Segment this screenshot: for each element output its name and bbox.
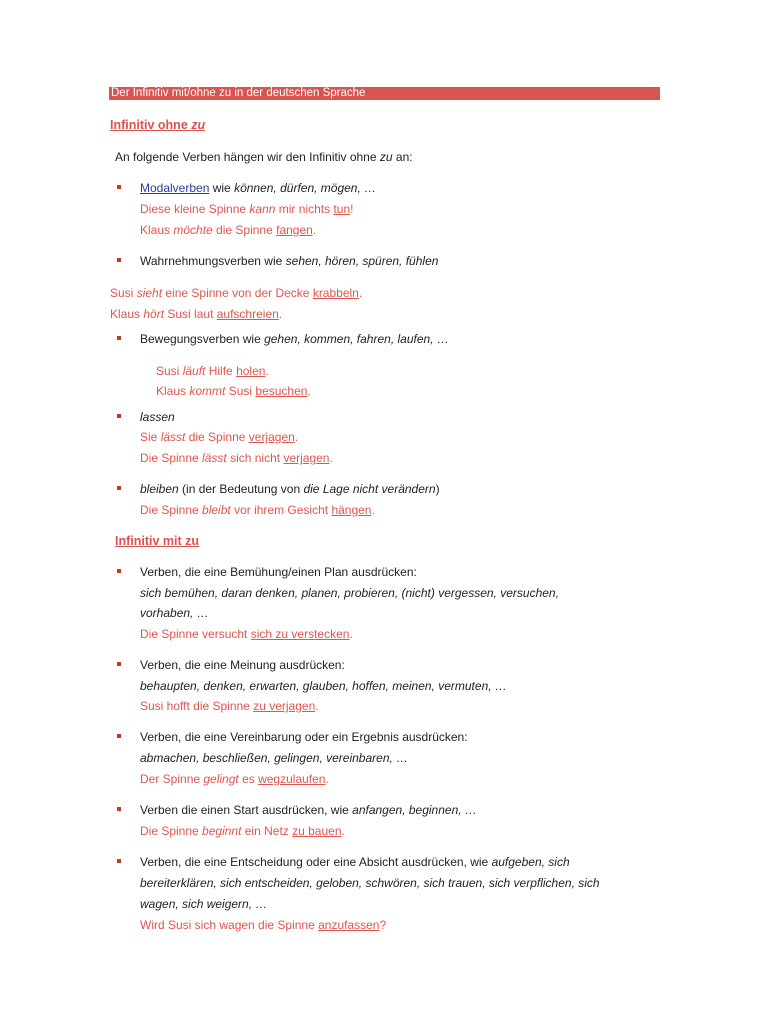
ex-verb: kann bbox=[249, 202, 276, 216]
ex-punct: . bbox=[278, 307, 283, 321]
item-bewegungsverben bbox=[140, 331, 449, 347]
item-examples bbox=[140, 896, 267, 912]
example-sentence bbox=[110, 306, 282, 322]
ex-verb: lässt bbox=[160, 430, 186, 444]
ex-text: eine Spinne von der Decke bbox=[162, 286, 313, 300]
ex-verb: sieht bbox=[136, 286, 163, 300]
item-examples bbox=[140, 585, 559, 601]
ex-list: abmachen, beschließen, gelingen, vereinbaren, … bbox=[140, 751, 409, 765]
ex-text: Die Spinne versucht bbox=[140, 627, 251, 641]
ex-punct: ? bbox=[379, 918, 387, 932]
ex-infinitive: anzufassen bbox=[318, 918, 380, 932]
example-sentence bbox=[156, 363, 269, 379]
ex-punct: . bbox=[265, 364, 269, 378]
ex-infinitive: fangen bbox=[276, 223, 313, 237]
item-text: Bewegungsverben wie bbox=[140, 332, 265, 346]
bullet-icon bbox=[117, 336, 121, 340]
ex-text: Klaus bbox=[156, 384, 190, 398]
ex-verb: möchte bbox=[173, 223, 213, 237]
ex-infinitive: aufschreien bbox=[216, 307, 279, 321]
item-entscheidung bbox=[140, 854, 570, 870]
example-sentence bbox=[140, 429, 298, 445]
ex-text: Susi bbox=[156, 364, 183, 378]
ex-text: Klaus bbox=[140, 223, 174, 237]
item-text: Verben, die eine Entscheidung oder eine Absicht ausdrücken, wie bbox=[140, 855, 492, 869]
heading-text: Infinitiv ohne bbox=[110, 118, 192, 132]
ex-text: Sie bbox=[140, 430, 161, 444]
ex-infinitive: holen bbox=[236, 364, 266, 378]
ex-verb: lässt bbox=[202, 451, 227, 465]
ex-text: Wird Susi sich wagen die Spinne bbox=[140, 918, 319, 932]
ex-verb: beginnt bbox=[202, 824, 242, 838]
item-text: (in der Bedeutung von bbox=[178, 482, 304, 496]
item-examples: sehen, hören, spüren, fühlen bbox=[285, 254, 439, 268]
example-sentence bbox=[140, 626, 353, 642]
item-bleiben bbox=[140, 481, 440, 497]
item-examples: die Lage nicht verändern bbox=[303, 482, 436, 496]
item-meinung: Verben, die eine Meinung ausdrücken: bbox=[140, 658, 345, 672]
example-sentence bbox=[140, 698, 319, 714]
ex-text: Susi bbox=[225, 384, 256, 398]
ex-punct: ! bbox=[350, 202, 354, 216]
ex-text: Susi hofft die Spinne bbox=[140, 699, 254, 713]
bullet-icon bbox=[117, 258, 121, 262]
ex-text: es bbox=[238, 772, 259, 786]
bullet-icon bbox=[117, 807, 121, 811]
bullet-icon bbox=[117, 662, 121, 666]
ex-infinitive: tun bbox=[333, 202, 351, 216]
ex-text: Die Spinne bbox=[140, 503, 203, 517]
ex-verb: hört bbox=[143, 307, 165, 321]
ex-text: ein Netz bbox=[241, 824, 293, 838]
ex-punct: . bbox=[312, 223, 317, 237]
ex-punct: . bbox=[341, 824, 345, 838]
heading-infinitiv-mit-zu: Infinitiv mit zu bbox=[115, 534, 200, 548]
heading-infinitiv-ohne-zu bbox=[110, 118, 205, 132]
ex-text: vor ihrem Gesicht bbox=[230, 503, 332, 517]
ex-list: bereiterklären, sich entscheiden, geloben, schwören, sich trauen, sich verpflichen, sich bbox=[140, 876, 600, 890]
bullet-icon bbox=[117, 185, 121, 189]
document-title: Der Infinitiv mit/ohne zu in der deutschen Sprache bbox=[109, 87, 660, 100]
ex-text: sich nicht bbox=[226, 451, 284, 465]
bullet-icon bbox=[117, 859, 121, 863]
ex-verb: kommt bbox=[189, 384, 226, 398]
intro-text bbox=[115, 149, 413, 165]
item-examples bbox=[140, 678, 507, 694]
example-sentence bbox=[156, 383, 311, 399]
item-plan: Verben, die eine Bemühung/einen Plan ausdrücken: bbox=[140, 565, 417, 579]
item-vereinbarung: Verben, die eine Vereinbarung oder ein Ergebnis ausdrücken: bbox=[140, 730, 468, 744]
example-sentence bbox=[140, 201, 353, 217]
heading-em: zu bbox=[191, 118, 206, 132]
ex-infinitive: hängen bbox=[331, 503, 372, 517]
ex-text: Klaus bbox=[110, 307, 144, 321]
example-sentence bbox=[140, 823, 345, 839]
ex-infinitive: zu bauen bbox=[292, 824, 342, 838]
bullet-icon bbox=[117, 486, 121, 490]
ex-infinitive: verjagen bbox=[283, 451, 330, 465]
item-examples: gehen, kommen, fahren, laufen, … bbox=[264, 332, 449, 346]
ex-text: die Spinne bbox=[185, 430, 249, 444]
example-sentence bbox=[140, 771, 329, 787]
bullet-icon bbox=[117, 569, 121, 573]
ex-text: Hilfe bbox=[205, 364, 237, 378]
ex-text: Die Spinne bbox=[140, 451, 203, 465]
item-text: Verben die einen Start ausdrücken, wie bbox=[140, 803, 353, 817]
ex-text: Diese kleine Spinne bbox=[140, 202, 250, 216]
ex-list: behaupten, denken, erwarten, glauben, hoffen, meinen, vermuten, … bbox=[140, 679, 507, 693]
intro-after: an: bbox=[392, 150, 413, 164]
intro-before: An folgende Verben hängen wir den Infinitiv ohne bbox=[115, 150, 380, 164]
item-text: lassen bbox=[140, 410, 175, 424]
item-examples: anfangen, beginnen, … bbox=[352, 803, 477, 817]
item-text: ) bbox=[435, 482, 440, 496]
ex-text: die Spinne bbox=[212, 223, 277, 237]
ex-infinitive: krabbeln bbox=[312, 286, 359, 300]
example-sentence bbox=[140, 917, 386, 933]
modalverben-link[interactable]: Modalverben bbox=[140, 181, 210, 195]
example-sentence bbox=[140, 502, 375, 518]
ex-punct: . bbox=[371, 503, 375, 517]
ex-list: sich bemühen, daran denken, planen, probieren, (nicht) vergessen, versuchen, bbox=[140, 586, 559, 600]
item-wahrnehmungsverben bbox=[140, 253, 438, 269]
ex-infinitive: besuchen bbox=[255, 384, 308, 398]
item-examples bbox=[140, 605, 209, 621]
bullet-icon bbox=[117, 734, 121, 738]
bullet-icon bbox=[117, 414, 121, 418]
item-examples: können, dürfen, mögen, … bbox=[234, 181, 377, 195]
ex-punct: . bbox=[329, 451, 333, 465]
item-examples bbox=[140, 750, 408, 766]
ex-infinitive: sich zu verstecken bbox=[250, 627, 350, 641]
ex-list: vorhaben, … bbox=[140, 606, 209, 620]
ex-punct: . bbox=[358, 286, 363, 300]
ex-list: wagen, sich weigern, … bbox=[140, 897, 268, 911]
ex-punct: . bbox=[315, 699, 319, 713]
example-sentence bbox=[140, 222, 316, 238]
ex-text: Der Spinne bbox=[140, 772, 204, 786]
item-examples: aufgeben, sich bbox=[491, 855, 570, 869]
ex-text: Die Spinne bbox=[140, 824, 203, 838]
ex-infinitive: verjagen bbox=[248, 430, 295, 444]
item-examples bbox=[140, 875, 600, 891]
ex-punct: . bbox=[325, 772, 329, 786]
ex-verb: gelingt bbox=[203, 772, 239, 786]
ex-text: Susi laut bbox=[164, 307, 217, 321]
ex-text: Susi bbox=[110, 286, 137, 300]
intro-em: zu bbox=[379, 150, 393, 164]
item-text: Wahrnehmungsverben wie bbox=[140, 254, 286, 268]
ex-infinitive: zu verjagen bbox=[253, 699, 316, 713]
ex-punct: . bbox=[349, 627, 353, 641]
ex-verb: bleibt bbox=[202, 503, 231, 517]
item-start bbox=[140, 802, 477, 818]
item-text: wie bbox=[209, 181, 235, 195]
ex-text: mir nichts bbox=[275, 202, 334, 216]
item-modalverben bbox=[140, 180, 376, 196]
ex-verb: läuft bbox=[182, 364, 206, 378]
ex-punct: . bbox=[307, 384, 311, 398]
item-lassen bbox=[140, 409, 175, 425]
item-verb: bleiben bbox=[140, 482, 179, 496]
ex-infinitive: wegzulaufen bbox=[258, 772, 326, 786]
ex-punct: . bbox=[294, 430, 299, 444]
example-sentence bbox=[110, 285, 362, 301]
example-sentence bbox=[140, 450, 333, 466]
